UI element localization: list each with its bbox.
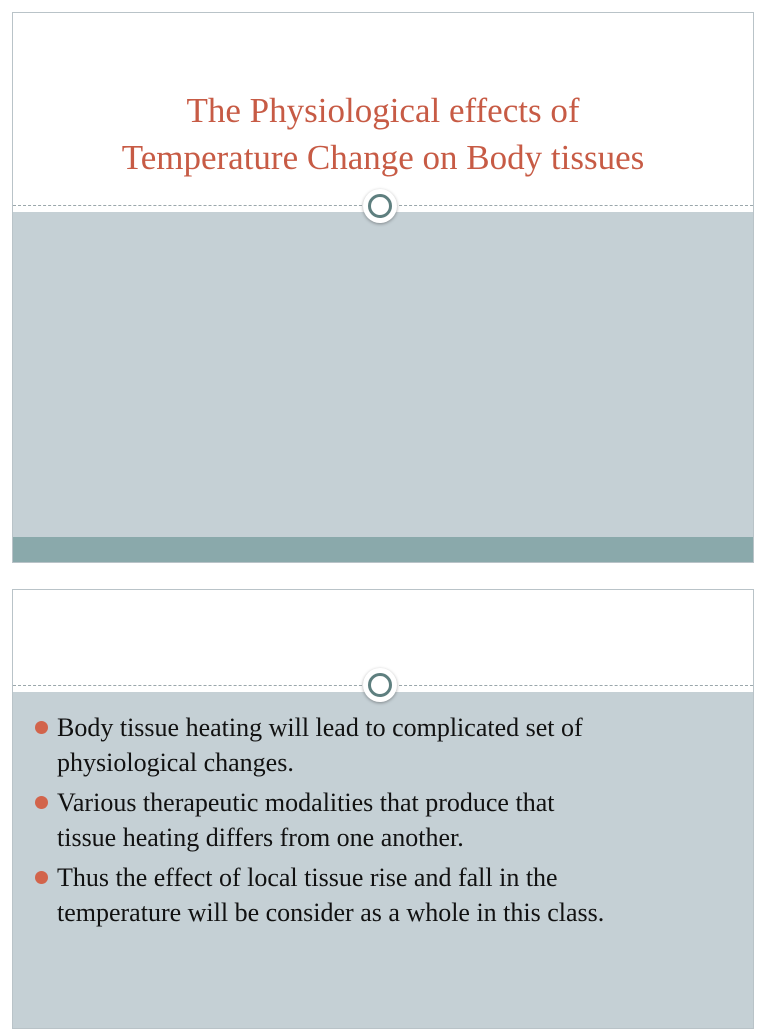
bullet-list	[35, 710, 735, 935]
content-slide	[12, 589, 754, 1029]
bullet-text-line-2: physiological changes.	[57, 748, 294, 777]
bullet-text-line-1: Body tissue heating will lead to complicated set of	[57, 713, 583, 742]
bullet-text-line-1: Thus the effect of local tissue rise and fall in the	[57, 863, 558, 892]
slide-body	[13, 692, 753, 1028]
ring-ornament-icon	[363, 189, 397, 223]
title-area	[13, 13, 753, 205]
slide-body	[13, 212, 753, 537]
bullet-dot-icon	[35, 796, 48, 809]
bullet-text-line-2: tissue heating differs from one another.	[57, 823, 464, 852]
title-line-1: The Physiological effects of	[186, 91, 580, 130]
bullet-dot-icon	[35, 721, 48, 734]
list-item	[35, 710, 735, 780]
list-item	[35, 860, 735, 930]
bullet-dot-icon	[35, 871, 48, 884]
title-line-2: Temperature Change on Body tissues	[121, 138, 645, 177]
ring-ornament-icon	[363, 668, 397, 702]
bullet-text-line-2: temperature will be consider as a whole in this class.	[57, 898, 605, 927]
list-item	[35, 785, 735, 855]
footer-bar	[13, 537, 753, 563]
slide-title	[13, 87, 753, 181]
title-slide	[12, 12, 754, 563]
bullet-text-line-1: Various therapeutic modalities that produce that	[57, 788, 555, 817]
